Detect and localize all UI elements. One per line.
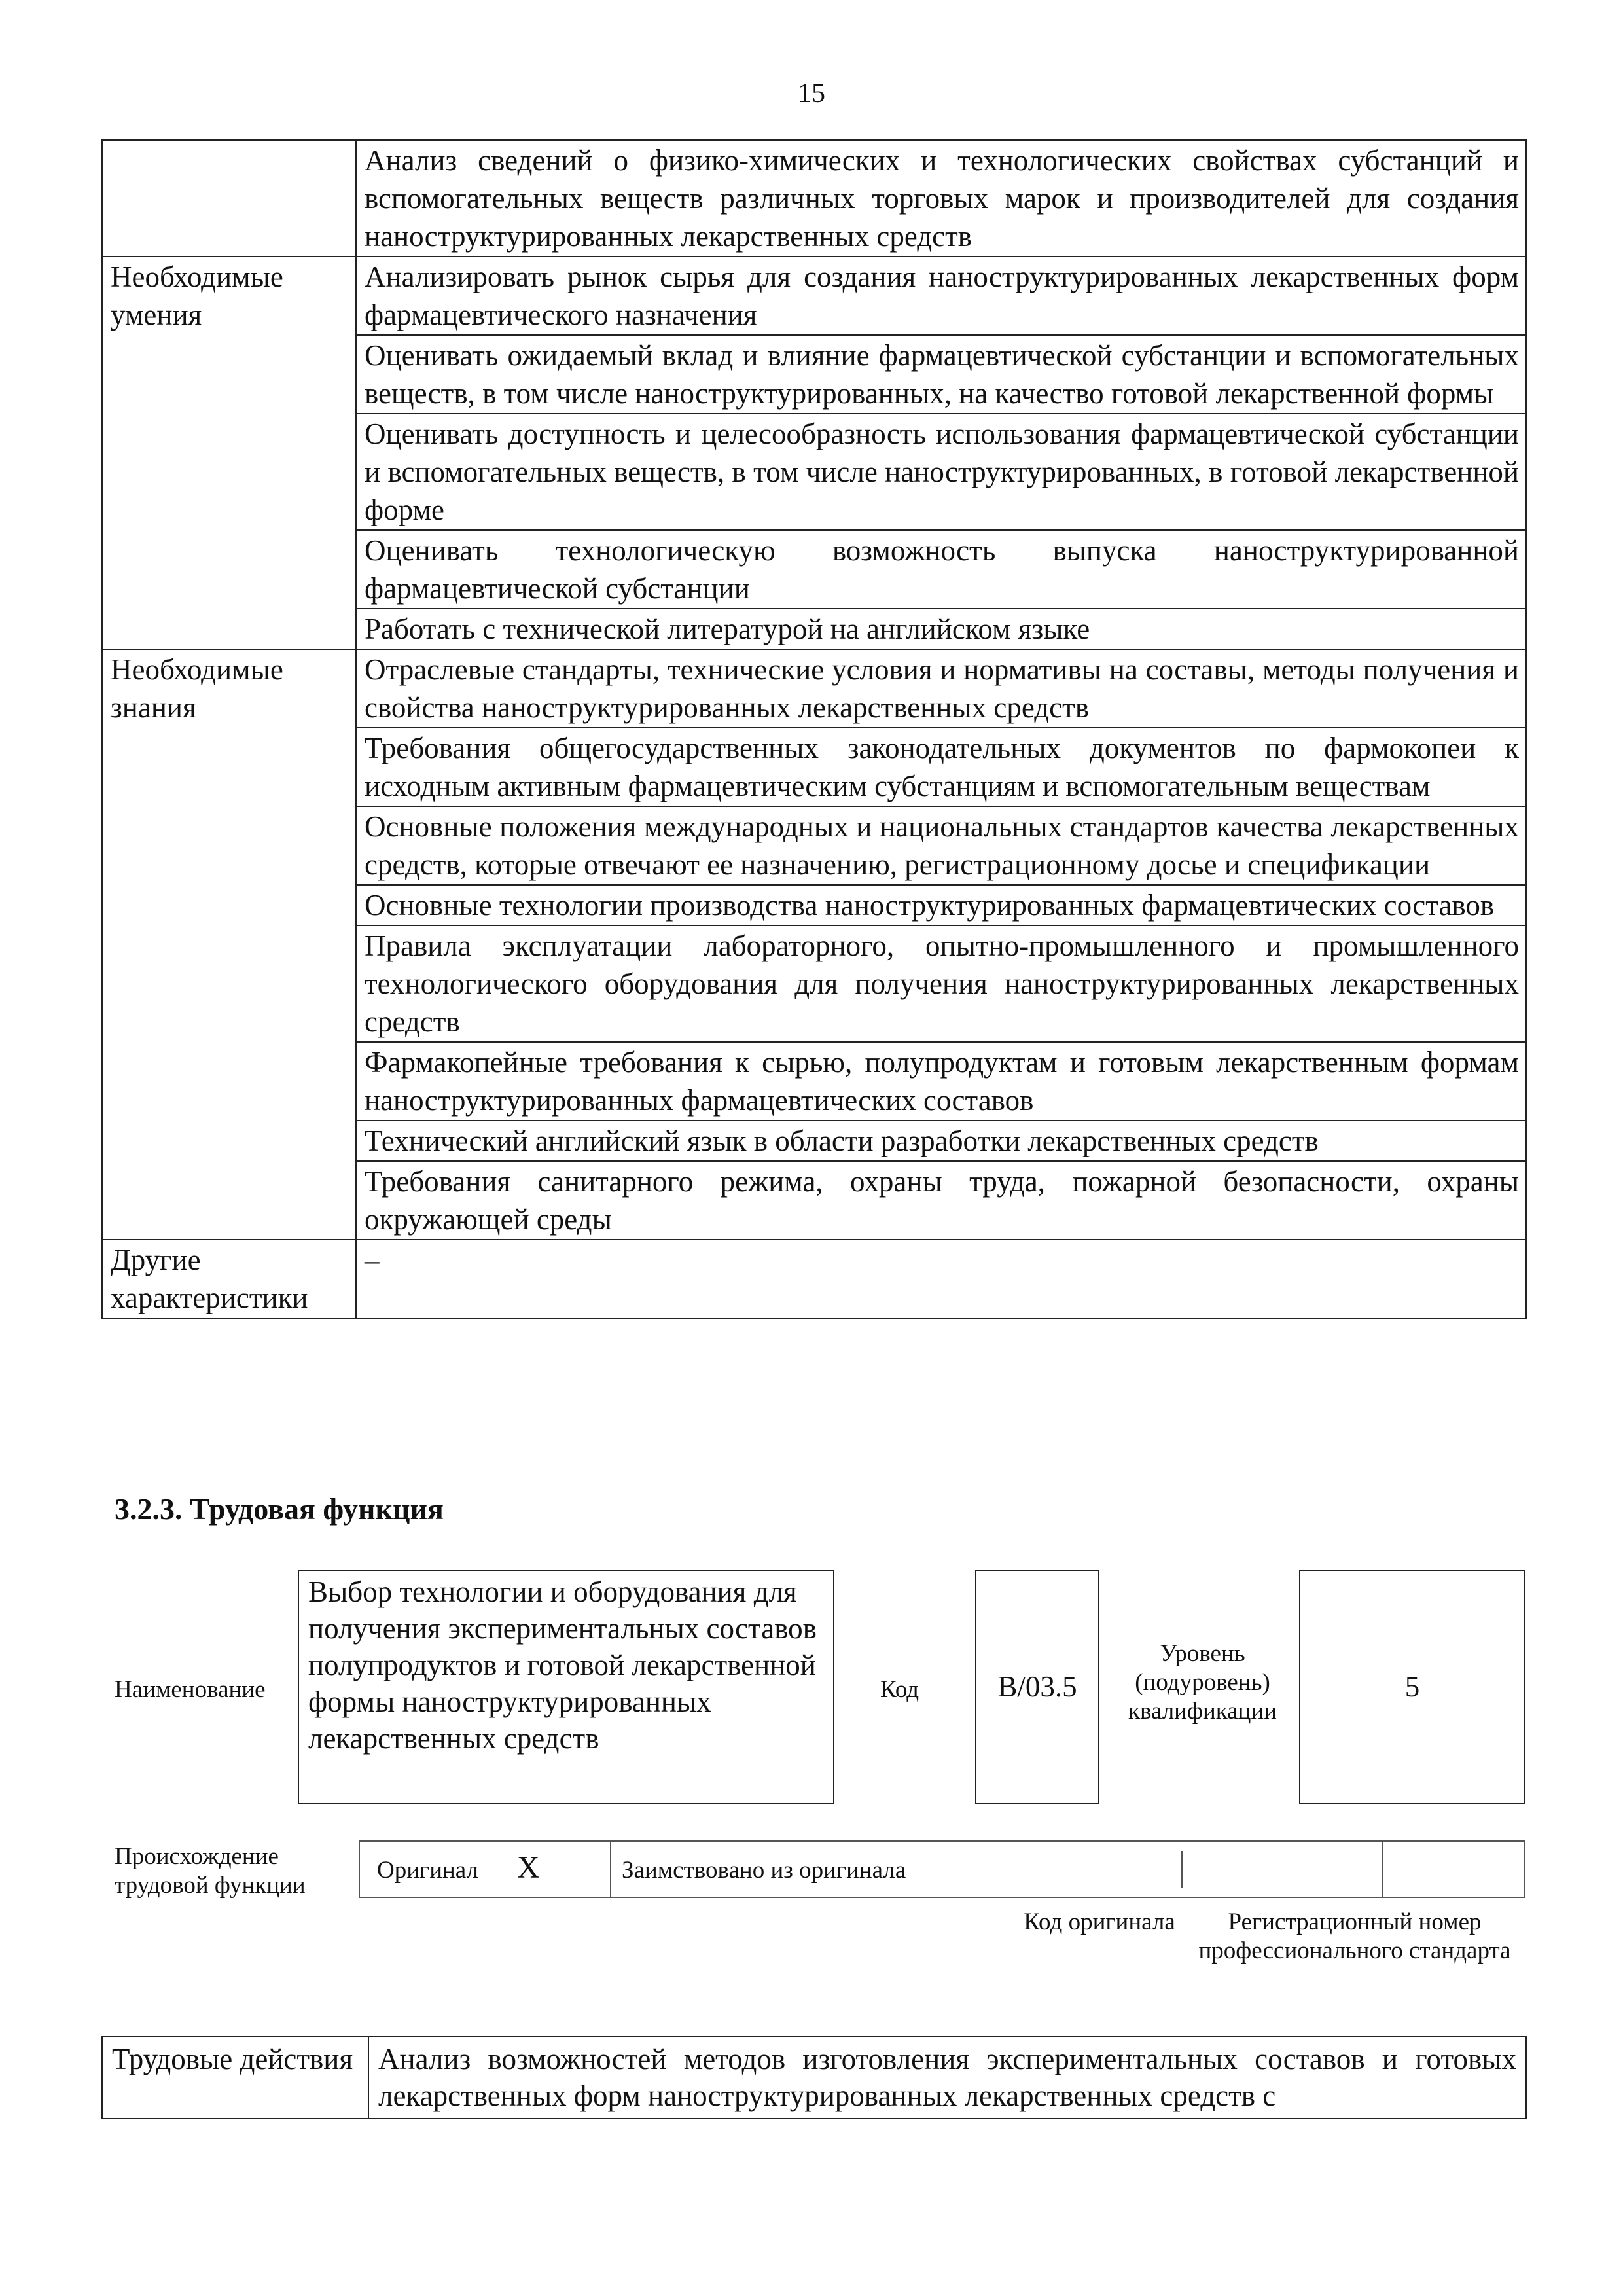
skill-item: Анализировать рынок сырья для создания наноструктурированных лекарственных форм фармацевтического назначения <box>356 257 1526 335</box>
knowledge-item: Основные технологии производства наноструктурированных фармацевтических составов <box>356 885 1526 925</box>
original-mark: Х <box>517 1850 540 1885</box>
table-row <box>102 649 1526 728</box>
registration-number-caption: Регистрационный номер профессионального стандарта <box>1198 1909 1511 1964</box>
skills-label: Необходимые умения <box>102 257 356 649</box>
code-original-caption: Код оригинала <box>1024 1909 1175 1935</box>
skill-item: Работать с технической литературой на английском языке <box>356 609 1526 649</box>
level-value: 5 <box>1404 1670 1420 1703</box>
table-row <box>102 140 1526 257</box>
empty-label-cell <box>102 140 356 257</box>
skills-knowledge-table <box>101 139 1527 1319</box>
knowledge-item: Технический английский язык в области разработки лекарственных средств <box>356 1121 1526 1161</box>
function-name-label: Наименование <box>115 1676 266 1703</box>
original-label: Оригинал <box>377 1857 479 1884</box>
level-box <box>1299 1570 1525 1804</box>
function-name-box: Выбор технологии и оборудования для получения экспериментальных составов полупродуктов и готовой лекарственной формы наноструктурированных лекарственных средств <box>298 1570 834 1804</box>
knowledge-label: Необходимые знания <box>102 649 356 1240</box>
knowledge-item: Фармакопейные требования к сырью, полупродуктам и готовым лекарственным формам наноструктурированных фармацевтических составов <box>356 1042 1526 1121</box>
borrowed-label: Заимствовано из оригинала <box>622 1857 906 1884</box>
skill-item: Оценивать ожидаемый вклад и влияние фармацевтической субстанции и вспомогательных веществ, в том числе наноструктурированных, на качество готовой лекарственной формы <box>356 335 1526 414</box>
origin-divider <box>610 1842 611 1897</box>
section-title: 3.2.3. Трудовая функция <box>115 1492 444 1526</box>
knowledge-item: Требования общегосударственных законодательных документов по фармокопеи к исходным активным фармацевтическим субстанциям и вспомогательным веществам <box>356 728 1526 806</box>
labor-action-item: Анализ возможностей методов изготовления экспериментальных составов и готовых лекарственных форм наноструктурированных лекарственных средств с <box>368 2036 1526 2119</box>
other-characteristics-value: – <box>356 1240 1526 1318</box>
page-number: 15 <box>798 79 825 109</box>
other-characteristics-label: Другие характеристики <box>102 1240 356 1318</box>
origin-divider <box>1181 1851 1183 1888</box>
origin-divider <box>1382 1842 1383 1897</box>
skill-item: Оценивать доступность и целесообразность использования фармацевтической субстанции и вспомогательных веществ, в том числе наноструктурированных, в готовой лекарственной форме <box>356 414 1526 530</box>
code-box <box>975 1570 1099 1804</box>
code-label: Код <box>880 1676 919 1703</box>
knowledge-item: Отраслевые стандарты, технические условия и нормативы на составы, методы получения и свойства наноструктурированных лекарственных средств <box>356 649 1526 728</box>
knowledge-item: Требования санитарного режима, охраны труда, пожарной безопасности, охраны окружающей среды <box>356 1161 1526 1240</box>
code-value: B/03.5 <box>997 1670 1077 1703</box>
table-row <box>102 257 1526 335</box>
knowledge-item: Основные положения международных и национальных стандартов качества лекарственных средств, которые отвечают ее назначению, регистрационному досье и спецификации <box>356 806 1526 885</box>
knowledge-item: Правила эксплуатации лабораторного, опытно-промышленного и промышленного технологического оборудования для получения наноструктурированных лекарственных средств <box>356 925 1526 1042</box>
table-row <box>102 2036 1526 2119</box>
origin-label: Происхождение трудовой функции <box>115 1843 306 1899</box>
origin-row <box>359 1840 1525 1898</box>
level-label: Уровень (подуровень) квалификации <box>1128 1640 1277 1725</box>
labor-actions-label: Трудовые действия <box>102 2036 368 2119</box>
table-row <box>102 1240 1526 1318</box>
skill-item: Оценивать технологическую возможность выпуска наноструктурированной фармацевтической субстанции <box>356 530 1526 609</box>
labor-actions-table <box>101 2036 1527 2119</box>
knowledge-analysis-cell: Анализ сведений о физико-химических и технологических свойствах субстанций и вспомогательных веществ различных торговых марок и производителей для создания наноструктурированных лекарственных средств <box>356 140 1526 257</box>
